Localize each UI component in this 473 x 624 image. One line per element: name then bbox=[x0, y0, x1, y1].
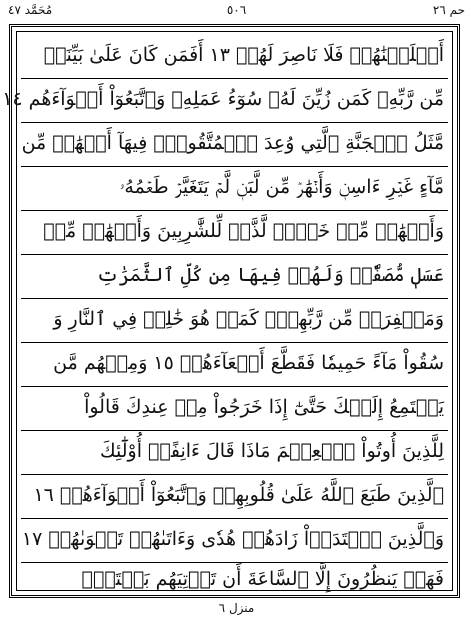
text-line: مِّن رَّبِّهِۦ كَمَن زُيِّنَ لَهُۥ سُوٓءُ عَمَلِهِۦ وَٱتَّبَعُوٓاْ أَهۡوَآءَهُم ١٤ bbox=[2, 88, 444, 110]
manzil-marker: منزل ٦ bbox=[218, 601, 255, 615]
line-rule bbox=[21, 122, 448, 123]
text-line: فَهَلۡ يَنظُرُونَ إِلَّا ٱلسَّاعَةَ أَن تَأۡتِيَهُم بَغۡتَةٗۖ bbox=[81, 568, 444, 590]
text-line: وَٱلَّذِينَ ٱهۡتَدَوۡاْ زَادَهُمۡ هُدٗى وَءَاتَىٰهُمۡ تَقۡوَىٰهُمۡ ١٧ bbox=[21, 528, 444, 550]
line-rule bbox=[21, 166, 448, 167]
line-rule bbox=[21, 430, 448, 431]
text-line: أَهۡلَكۡنَٰهُمۡ فَلَا نَاصِرَ لَهُمۡ ١٣ أَفَمَن كَانَ عَلَىٰ بَيِّنَةٖ bbox=[43, 44, 444, 66]
page-header bbox=[8, 2, 465, 18]
line-rule bbox=[21, 210, 448, 211]
text-block bbox=[2, 31, 453, 591]
text-line: ٱلَّذِينَ طَبَعَ ٱللَّهُ عَلَىٰ قُلُوبِهِمۡ وَٱتَّبَعُوٓاْ أَهۡوَآءَهُمۡ ١٦ bbox=[33, 484, 444, 506]
line-rule bbox=[21, 298, 448, 299]
text-line: لِلَّذِينَ أُوتُواْ ٱلۡعِلۡمَ مَاذَا قَالَ ءَانِفًاۚ أُوْلَٰٓئِكَ bbox=[100, 440, 444, 462]
juz-marker: حم ٢٦ bbox=[432, 3, 465, 17]
line-rule bbox=[21, 78, 448, 79]
page-frame bbox=[2, 24, 460, 598]
text-line: سُقُواْ مَآءً حَمِيمٗا فَقَطَّعَ أَمۡعَآءَهُمۡ ١٥ وَمِنۡهُم مَّن bbox=[53, 352, 444, 374]
line-rule bbox=[21, 474, 448, 475]
page-number: ٥٠٦ bbox=[226, 3, 247, 17]
line-rule bbox=[21, 254, 448, 255]
text-line: عَسَلٖ مُّصَفّٗىۖ وَلَهُمۡ فِيهَا مِن كُلِّ ٱلثَّمَرَٰتِ bbox=[96, 264, 444, 286]
text-line: يَسۡتَمِعُ إِلَيۡكَ حَتَّىٰٓ إِذَا خَرَجُواْ مِنۡ عِندِكَ قَالُواْ bbox=[84, 396, 444, 418]
line-rule bbox=[21, 386, 448, 387]
text-line: وَمَغۡفِرَةٞ مِّن رَّبِّهِمۡۖ كَمَنۡ هُوَ خَٰلِدٞ فِي ٱلنَّارِ وَ bbox=[53, 308, 444, 330]
line-rule bbox=[21, 342, 448, 343]
line-rule bbox=[21, 518, 448, 519]
line-rule bbox=[21, 562, 448, 563]
text-line: وَأَنۡهَٰرٞ مِّنۡ خَمۡرٖ لَّذَّةٖ لِّلشَّٰرِبِينَ وَأَنۡهَٰرٞ مِّنۡ bbox=[43, 220, 444, 242]
surah-name: مُحَمَّد ٤٧ bbox=[8, 3, 53, 17]
text-line: مَّثَلُ ٱلۡجَنَّةِ ٱلَّتِي وُعِدَ ٱلۡمُتَّقُونَۖ فِيهَآ أَنۡهَٰرٞ مِّن bbox=[21, 132, 444, 154]
text-line: مَّآءٍ غَيۡرِ ءَاسِنٖ وَأَنۡهَٰرٞ مِّن لَّبَنٖ لَّمۡ يَتَغَيَّرۡ طَعۡمُهُۥ bbox=[119, 176, 444, 198]
